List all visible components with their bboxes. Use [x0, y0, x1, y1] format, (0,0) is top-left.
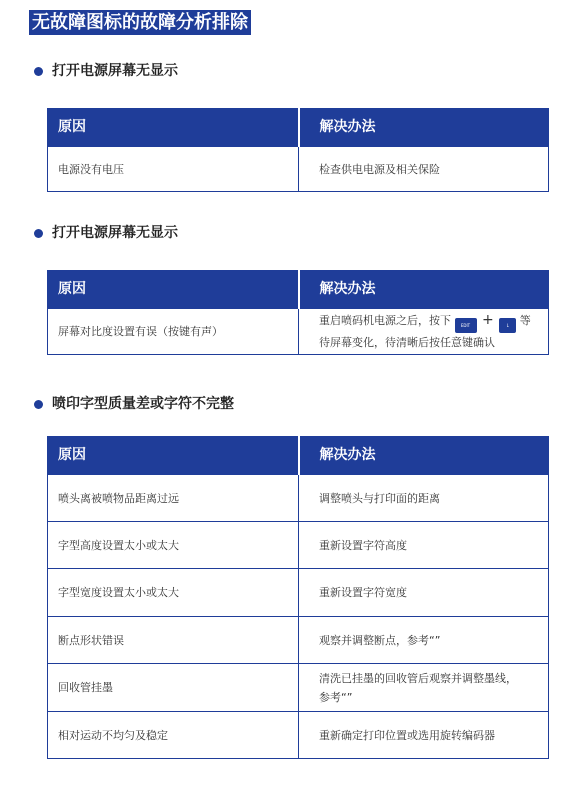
table-row — [48, 569, 549, 617]
table-row — [48, 617, 549, 664]
solution-text: 待屏幕变化，待清晰后按任意键确认 — [319, 336, 495, 349]
table-row — [48, 522, 549, 569]
bullet-icon — [34, 229, 43, 238]
table-row — [48, 309, 549, 355]
header-solution: 解决办法 — [299, 437, 549, 475]
solution-text: 参考“” — [319, 690, 353, 704]
section-title: 喷印字型质量差或字符不完整 — [52, 396, 234, 412]
section-heading-2 — [34, 223, 178, 243]
bullet-icon — [34, 67, 43, 76]
header-cause: 原因 — [48, 271, 299, 309]
cause-cell: 电源没有电压 — [48, 147, 299, 192]
solution-cell — [299, 309, 549, 355]
solution-cell — [299, 664, 549, 712]
solution-text: 等 — [519, 314, 531, 327]
header-solution: 解决办法 — [299, 109, 549, 147]
solution-cell: 重新设置字符宽度 — [299, 569, 549, 617]
cause-cell: 字型宽度设置太小或太大 — [48, 569, 299, 617]
header-solution: 解决办法 — [299, 271, 549, 309]
solution-cell: 重新设置字符高度 — [299, 522, 549, 569]
fault-table-3 — [47, 436, 549, 759]
cause-cell: 字型高度设置太小或太大 — [48, 522, 299, 569]
l-key-icon: L — [499, 318, 516, 333]
section-heading-1 — [34, 61, 178, 81]
fault-table-1 — [47, 108, 549, 192]
header-cause: 原因 — [48, 437, 299, 475]
fault-table-2 — [47, 270, 549, 355]
table-row — [48, 147, 549, 192]
cause-cell: 相对运动不均匀及稳定 — [48, 712, 299, 759]
solution-cell: 重新确定打印位置或选用旋转编码器 — [299, 712, 549, 759]
table-row — [48, 475, 549, 522]
table-row — [48, 664, 549, 712]
cause-cell: 喷头离被喷物品距离过远 — [48, 475, 299, 522]
cause-cell: 断点形状错误 — [48, 617, 299, 664]
section-heading-3 — [34, 394, 234, 414]
table-row — [48, 712, 549, 759]
solution-text: 重启喷码机电源之后，按下 — [319, 314, 451, 327]
page-title: 无故障图标的故障分析排除 — [29, 10, 251, 35]
plus-sign: + — [482, 312, 494, 328]
solution-cell: 观察并调整断点，参考“” — [299, 617, 549, 664]
header-cause: 原因 — [48, 109, 299, 147]
solution-cell: 检查供电电源及相关保险 — [299, 147, 549, 192]
cause-cell: 回收管挂墨 — [48, 664, 299, 712]
solution-cell: 调整喷头与打印面的距离 — [299, 475, 549, 522]
cause-cell: 屏幕对比度设置有误（按键有声） — [48, 309, 299, 355]
solution-text: 清洗已挂墨的回收管后观察并调整墨线， — [319, 671, 517, 685]
edit-key-icon: EDIT — [455, 318, 477, 333]
section-title: 打开电源屏幕无显示 — [52, 63, 178, 79]
section-title: 打开电源屏幕无显示 — [52, 225, 178, 241]
bullet-icon — [34, 400, 43, 409]
